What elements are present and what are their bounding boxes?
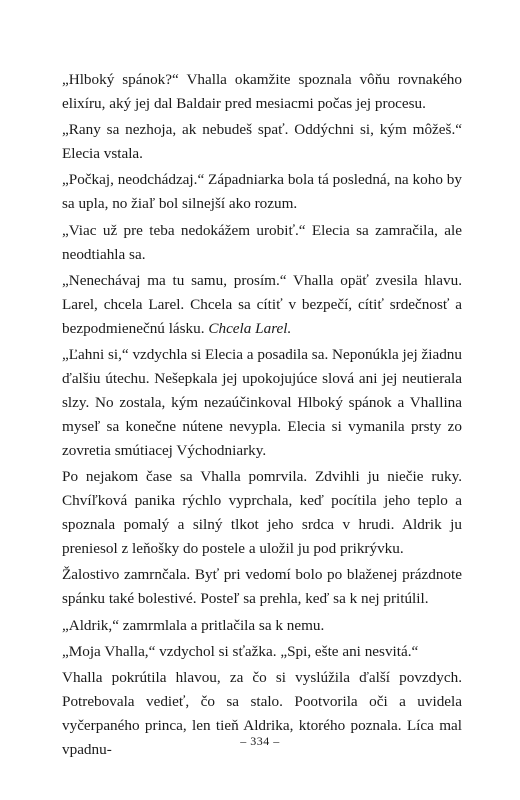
paragraph: „Hlboký spánok?“ Vhalla okamžite spoznala vôňu rovnakého elixíru, aký jej dal Baldair pred mesiacmi počas jej procesu. (62, 71, 462, 112)
paragraph: „Nenechávaj ma tu samu, prosím.“ Vhalla opäť zvesila hlavu. Larel, chcela Larel. Chcela sa cítiť v bezpečí, cítiť srdečnosť a bezpodmienečnú lásku. Chcela Larel. (62, 271, 462, 337)
page-number: – 334 – (240, 734, 280, 748)
paragraph: Vhalla pokrútila hlavou, za čo si vyslúžila ďalší povzdych. Potrebovala vedieť, čo sa stalo. Pootvorila oči a uvidela vyčerpaného princa, len tieň Aldrika, ktorého poznala. Líca mal vpadnu- (62, 668, 462, 758)
paragraph: „Aldrik,“ zamrmlala a pritlačila sa k nemu. (62, 616, 325, 634)
paragraph: „Počkaj, neodchádzaj.“ Západniarka bola tá posledná, na koho by sa upla, no žiaľ bol silnejší ako rozum. (62, 171, 462, 213)
italic-phrase: Chcela Larel. (208, 319, 292, 337)
body-text (62, 68, 462, 764)
paragraph: Žalostivo zamrnčala. Byť pri vedomí bolo po blaženej prázdnote spánku také bolestivé. Posteľ sa prehla, keď sa k nej pritúlil. (62, 566, 462, 608)
paragraph: Po nejakom čase sa Vhalla pomrvila. Zdvihli ju niečie ruky. Chvíľková panika rýchlo vyprchala, keď pocítila jeho teplo a spoznala pomalý a silný tlkot jeho srdca v hrudi. Aldrik ju preniesol z leňošky do postele a uložil ju pod prikrývku. (62, 468, 462, 558)
paragraph: „Ľahni si,“ vzdychla si Elecia a posadila sa. Neponúkla jej žiadnu ďalšiu útechu. Nešepkala jej upokojujúce slová ani jej neutierala slzy. No zostala, kým nezaúčinkoval Hlboký spánok a Vhallina myseľ sa konečne nútene nevypla. Elecia si vymanila prsty zo zovretia smútiacej Východniarky. (62, 345, 462, 459)
paragraph: „Moja Vhalla,“ vzdychol si sťažka. „Spi, ešte ani nesvitá.“ (62, 642, 419, 660)
paragraph: „Rany sa nezhoja, ak nebudeš spať. Oddýchni si, kým môžeš.“ Elecia vstala. (62, 121, 462, 163)
paragraph: „Viac už pre teba nedokážem urobiť.“ Elecia sa zamračila, ale neodtiahla sa. (62, 221, 462, 263)
